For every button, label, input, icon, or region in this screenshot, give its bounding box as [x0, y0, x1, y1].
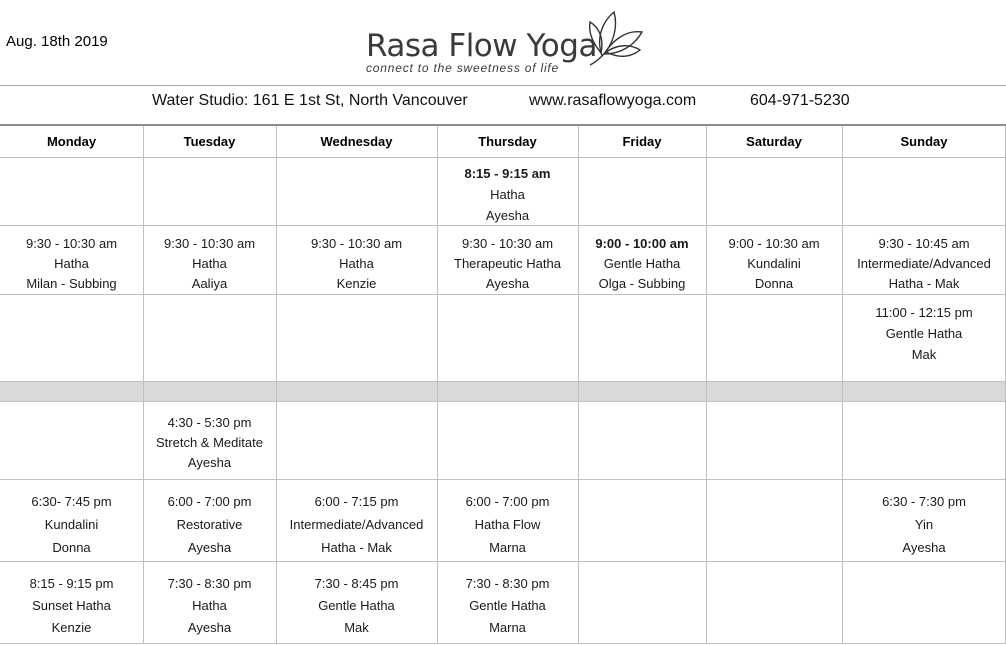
class-time: 6:00 - 7:00 pm	[465, 494, 550, 509]
class-teacher: Mak	[911, 347, 937, 362]
header-sunday: Sunday	[900, 134, 948, 149]
class-name: Kundalini	[747, 256, 801, 271]
class-name: Stretch & Meditate	[156, 435, 263, 450]
class-name: Hatha	[490, 187, 525, 202]
schedule-date: Aug. 18th 2019	[6, 33, 108, 50]
header-tuesday: Tuesday	[183, 134, 236, 149]
studio-website[interactable]: www.rasaflowyoga.com	[529, 92, 697, 109]
class-time: 9:30 - 10:30 am	[25, 236, 118, 251]
grid-line	[578, 126, 579, 644]
class-teacher: Ayesha	[187, 455, 232, 470]
class-teacher: Olga - Subbing	[598, 276, 686, 291]
header-monday: Monday	[46, 134, 97, 149]
class-cell-tuesday-late-evening	[143, 573, 276, 639]
class-teacher: Ayesha	[187, 540, 232, 555]
class-time: 8:15 - 9:15 am	[464, 166, 551, 181]
class-name: Gentle Hatha	[318, 598, 395, 613]
grid-line	[276, 126, 277, 644]
class-teacher: Ayesha	[485, 208, 530, 223]
class-cell-wednesday-late-evening	[276, 573, 437, 639]
class-teacher: Aaliya	[191, 276, 228, 291]
class-time: 11:00 - 12:15 pm	[875, 305, 973, 320]
class-time: 4:30 - 5:30 pm	[167, 415, 252, 430]
grid-line	[0, 381, 1006, 382]
class-name: Gentle Hatha	[603, 256, 681, 271]
class-cell-friday-morning	[578, 234, 706, 294]
class-cell-sunday-late-morning	[842, 302, 1006, 365]
class-cell-wednesday-morning	[276, 234, 437, 294]
grid-line	[0, 294, 1006, 295]
studio-phone: 604-971-5230	[750, 92, 850, 109]
class-teacher: Ayesha	[902, 540, 946, 555]
class-teacher: Donna	[754, 276, 794, 291]
midday-break-band	[0, 381, 1006, 402]
class-cell-wednesday-evening	[276, 490, 437, 559]
class-time: 7:30 - 8:30 pm	[465, 576, 550, 591]
class-name: Hatha	[192, 256, 227, 271]
class-name: Gentle Hatha	[469, 598, 546, 613]
class-time: 6:00 - 7:15 pm	[314, 494, 399, 509]
grid-line	[0, 643, 1006, 644]
class-teacher: Mak	[344, 620, 369, 635]
logo-tagline: connect to the sweetness of life	[366, 61, 560, 75]
class-cell-sunday-morning	[842, 234, 1006, 294]
class-cell-sunday-evening	[842, 490, 1006, 559]
grid-line	[706, 126, 707, 644]
class-cell-monday-morning	[0, 234, 143, 294]
class-teacher: Marna	[489, 620, 526, 635]
class-name: Intermediate/Advanced	[289, 517, 424, 532]
lotus-flower-icon	[584, 8, 646, 66]
class-cell-tuesday-evening	[143, 490, 276, 559]
class-cell-tuesday-afternoon	[143, 413, 276, 473]
class-time: 6:30- 7:45 pm	[31, 494, 112, 509]
grid-line	[842, 126, 843, 644]
class-teacher: Marna	[489, 540, 526, 555]
header-divider	[0, 85, 1006, 86]
class-teacher: Kenzie	[336, 276, 377, 291]
header-saturday: Saturday	[746, 134, 802, 149]
class-cell-thursday-evening	[437, 490, 578, 559]
header-thursday: Thursday	[478, 134, 537, 149]
grid-line	[143, 126, 144, 644]
class-cell-thursday-early	[437, 163, 578, 226]
class-teacher: Ayesha	[485, 276, 530, 291]
class-time: 9:00 - 10:00 am	[595, 236, 689, 251]
class-time: 9:30 - 10:30 am	[163, 236, 256, 251]
studio-logo	[362, 8, 652, 78]
class-time: 8:15 - 9:15 pm	[29, 576, 114, 591]
class-time: 6:30 - 7:30 pm	[882, 494, 966, 509]
class-name: Hatha Flow	[474, 517, 541, 532]
class-cell-saturday-morning	[706, 234, 842, 294]
class-cell-tuesday-morning	[143, 234, 276, 294]
header-wednesday: Wednesday	[320, 134, 393, 149]
class-cell-monday-late-evening	[0, 573, 143, 639]
class-teacher: Milan - Subbing	[26, 276, 117, 291]
grid-line	[0, 401, 1006, 402]
class-cell-monday-evening	[0, 490, 143, 559]
class-time: 6:00 - 7:00 pm	[167, 494, 252, 509]
studio-address: Water Studio: 161 E 1st St, North Vancouver	[152, 92, 468, 109]
class-name: Hatha	[54, 256, 89, 271]
grid-line	[0, 479, 1006, 480]
class-teacher: Hatha - Mak	[888, 276, 960, 291]
class-time: 9:30 - 10:30 am	[310, 236, 403, 251]
grid-line	[0, 157, 1006, 158]
grid-line	[0, 561, 1006, 562]
class-time: 7:30 - 8:30 pm	[167, 576, 252, 591]
class-teacher: Donna	[52, 540, 91, 555]
studio-info-bar	[0, 92, 1006, 114]
class-name: Restorative	[176, 517, 243, 532]
class-name: Sunset Hatha	[32, 598, 111, 613]
class-name: Yin	[914, 517, 934, 532]
class-name: Therapeutic Hatha	[454, 256, 561, 271]
class-time: 9:30 - 10:30 am	[461, 236, 554, 251]
class-time: 9:30 - 10:45 am	[878, 236, 970, 251]
class-teacher: Kenzie	[51, 620, 92, 635]
class-name: Gentle Hatha	[885, 326, 963, 341]
class-cell-thursday-late-evening	[437, 573, 578, 639]
class-name: Kundalini	[44, 517, 99, 532]
header-friday: Friday	[622, 134, 662, 149]
class-name: Intermediate/Advanced	[857, 256, 991, 271]
class-name: Hatha	[192, 598, 227, 613]
class-teacher: Hatha - Mak	[321, 540, 392, 555]
class-time: 7:30 - 8:45 pm	[314, 576, 399, 591]
class-time: 9:00 - 10:30 am	[728, 236, 820, 251]
class-name: Hatha	[339, 256, 374, 271]
class-teacher: Ayesha	[187, 620, 232, 635]
class-cell-thursday-morning	[437, 234, 578, 294]
logo-title: Rasa Flow Yoga	[366, 28, 597, 64]
